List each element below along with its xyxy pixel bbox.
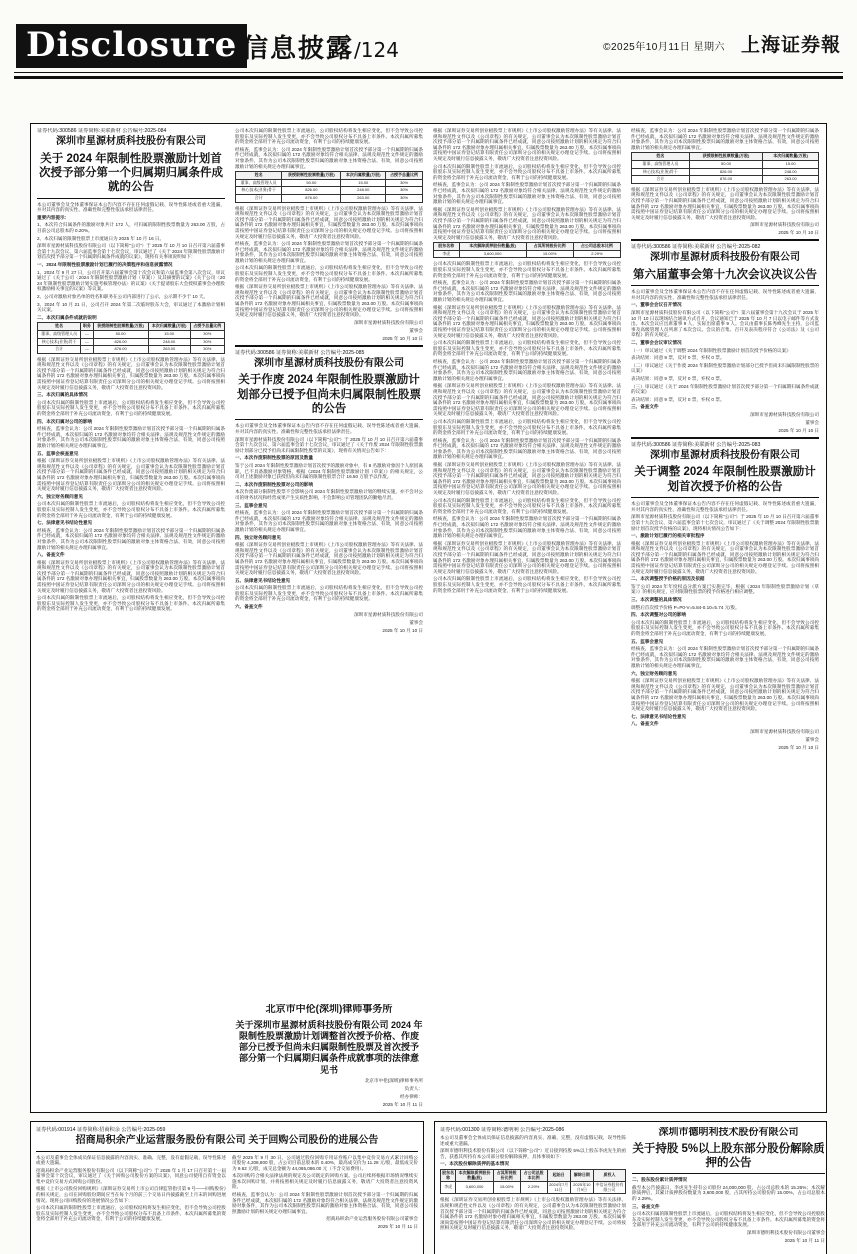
th-4: 起始日 [547, 1169, 570, 1181]
th-1: 职务 [81, 323, 93, 331]
body-4-5: （二）审议通过《关于作废 2024 年限制性股票激励计划部分已授予但尚未归属限制性股票的议案》 [631, 362, 819, 374]
filler-3q: 公司本次归属的限制性股票上市流通后，公司股权结构将发生相应变化，但不会导致公司控股股东及实际控制人发生变更，亦不会导致公司股权分布不具备上市条件。本次归属所募集的资金将全部用于补充公司流动资金，有利于公司的持续健康发展。 [433, 576, 621, 593]
filler-3n: 公司本次归属的限制性股票上市流通后，公司股权结构将发生相应变化，但不会导致公司控股股东及实际控制人发生变更，亦不会导致公司股权分布不具备上市条件。本次归属所募集的资金将全部用于补充公司流动资金，有利于公司的持续健康发展。 [433, 497, 621, 514]
column-7-2 [632, 1127, 825, 1254]
filler-2g: 经核查，监事会认为：公司 2024 年限制性股票激励计划首次授予部分第一个归属期的归属条件已经成就，本次拟归属的 172 名激励对象均符合相关法律、法规及规范性文件规定的激励对象条件，其作为公司本次限制性股票归属的激励对象主体资格合法、有效，同意公司按照激励计划的相关规定办理归属事宜。 [235, 510, 423, 532]
cell: 826.00 [689, 168, 763, 176]
body-6-0: 招商局积余产业运营服务股份有限公司（以下简称"公司"）于 2025 年 1 月 17 日召开第十一届董事会第十次会议，审议通过了《关于回购公司股份方案的议案》，同意公司使用自有资金以集中竞价交易方式回购公司股份。 [36, 1167, 226, 1184]
paper-name: 上海证券報 [740, 34, 841, 56]
signature-4-board: 董事会 [805, 419, 819, 425]
th-0: 股东名称 [441, 1169, 456, 1181]
filler-2c: 根据《深圳证券交易所创业板股票上市规则》《上市公司股权激励管理办法》等有关法律、法规和规范性文件以及《公司章程》的有关规定，公司董事会认为本次限制性股票激励计划首次授予部分第一个归属期的归属条件已经成就，同意公司按照激励计划的相关规定为符合归属条件的 172 名激励对象办理归属相关事宜，归属股票数量为 263.00 万股。本次归属事项尚需按照中国证券登记结算有限责任公司深圳分公司的相关规定办理登记手续。公司将按照相关规定及时履行信息披露义务，敬请广大投资者注意投资风险。 [235, 205, 423, 239]
body-5-7: 五、监事会意见 [631, 638, 664, 644]
section-1-6: 四、本次归属对公司的影响 [37, 418, 93, 424]
filler-3a: 根据《深圳证券交易所创业板股票上市规则》《上市公司股权激励管理办法》等有关法律、法规和规范性文件以及《公司章程》的有关规定，公司董事会认为本次限制性股票激励计划首次授予部分第一个归属期的归属条件已经成就，同意公司按照激励计划的相关规定为符合归属条件的 172 名激励对象办理归属相关事宜，归属股票数量为 263.00 万股。本次归属事项尚需按照中国证券登记结算有限责任公司深圳分公司的相关规定办理登记手续。公司将按照相关规定及时履行信息披露义务，敬请广大投资者注意投资风险。 [433, 128, 621, 161]
cell: 876.00 [93, 346, 148, 354]
pledge-table [440, 1169, 626, 1194]
body-5-4: 三、本次调整的具体情况 [631, 597, 682, 603]
table-row [632, 160, 819, 168]
body-5-1: 一、激励计划已履行的相关审批程序 [631, 533, 705, 539]
cell: 30% [190, 338, 224, 346]
filler-7b: 公司本次归属的限制性股票上市流通后，公司股权结构将发生相应变化，但不会导致公司控股股东及实际控制人发生变更，亦不会导致公司股权分布不具备上市条件。本次归属所募集的资金将全部用于补充公司流动资金，有利于公司的持续健康发展。 [632, 1211, 825, 1228]
table-row [38, 330, 225, 338]
body-4-0: 一、董事会会议召开情况 [631, 302, 682, 308]
body-5-2: 二、本次调整授予价格的原因及依据 [631, 576, 705, 582]
body-5-3: 鉴于公司 2024 年年度权益分派方案已实施完毕，根据《2024 年限制性股票激励计划（草案）》的相关规定，应对限制性股票的授予价格进行相应调整。 [631, 583, 819, 595]
law-firm-title: 关于深圳市星源材质科技股份有限公司 2024 年限制性股票激励计划调整首次授予价格、作废部分已授予但尚未归属限制性股票及首次授予部分第一个归属期归属条件成就事项的法律意见书 [235, 1019, 423, 1075]
body-2-1: 一、本次作废限制性股票的原因及数量 [235, 455, 314, 461]
cell: — [81, 330, 93, 338]
column-6-2 [232, 1155, 418, 1254]
body-4-6: 表决结果：同意 9 票，反对 0 票，弃权 0 票。 [631, 375, 725, 381]
security-code-7: 证券代码:001300 证券简称:德明利 公告编号:2025-086 [440, 1127, 565, 1133]
filler-3f: 经核查，监事会认为：公司 2024 年限制性股票激励计划首次授予部分第一个归属期的归属条件已经成就，本次拟归属的 172 名激励对象均符合相关法律、法规及规范性文件规定的激励对象条件，其作为公司本次限制性股票归属的激励对象主体资格合法、有效，同意公司按照激励计划的相关规定办理归属事宜。 [433, 280, 621, 303]
table-row [236, 187, 423, 195]
table-row [441, 1182, 626, 1194]
body-6-1: 根据《上市公司股份回购规则》《深圳证券交易所上市公司自律监管指引第 9 号——回购股份》的相关规定，公司在回购股份期间应当在每个月的前三个交易日内披露截至上月末的回购进展情况。现将公司回购股份的进展情况公告如下： [36, 1186, 226, 1203]
filler-2i: 公司本次归属的限制性股票上市流通后，公司股权结构将发生相应变化，但不会导致公司控股股东及实际控制人发生变更，亦不会导致公司股权分布不具备上市条件。本次归属所募集的资金将全部用于补充公司流动资金，有利于公司的持续健康发展。 [235, 585, 423, 602]
cell: 30% [190, 346, 224, 354]
filler-3g: 根据《深圳证券交易所创业板股票上市规则》《上市公司股权激励管理办法》等有关法律、法规和规范性文件以及《公司章程》的有关规定，公司董事会认为本次限制性股票激励计划首次授予部分第一个归属期的归属条件已经成就，同意公司按照激励计划的相关规定为符合归属条件的 172 名激励对象办理归属相关事宜，归属股票数量为 263.00 万股。本次归属事项尚需按照中国证券登记结算有限责任公司深圳分公司的相关规定办理登记手续。公司将按照相关规定及时履行信息披露义务，敬请广大投资者注意投资风险。 [433, 304, 621, 338]
table-row [236, 194, 423, 202]
table-row [38, 346, 225, 354]
section-1-9: 七、法律意见书结论性意见 [37, 520, 93, 526]
column-4 [631, 128, 819, 1108]
cell: 核心技术(业务)骨干 [632, 168, 690, 176]
article-box-zhaoshang [30, 1121, 424, 1254]
body-7-3: 截至本公告披露日，李虎先生持有公司股份 24,000,000 股，占公司总股本的 15.26%；本次解除质押后，其累计质押股份数量为 3,600,000 股，占其所持公司股份的 15.00%，占公司总股本的 2.29%。 [632, 1184, 825, 1202]
body-4-8: 表决结果：同意 9 票，反对 0 票，弃权 0 票。 [631, 396, 725, 402]
signature-x-date: 2025 年 10 月 10 日 [778, 230, 819, 236]
filler-2h: 根据《深圳证券交易所创业板股票上市规则》《上市公司股权激励管理办法》等有关法律、法规和规范性文件以及《公司章程》的有关规定，公司董事会认为本次限制性股票激励计划首次授予部分第一个归属期的归属条件已经成就，同意公司按照激励计划的相关规定为符合归属条件的 172 名激励对象办理归属相关事宜，归属股票数量为 263.00 万股。本次归属事项尚需按照中国证券登记结算有限责任公司深圳分公司的相关规定办理登记手续。公司将按照相关规定及时履行信息披露义务，敬请广大投资者注意投资风险。 [235, 542, 423, 576]
body-5-6: 四、本次调整对公司的影响 [631, 612, 687, 618]
cell: 2.29% [520, 1182, 547, 1194]
cell: — [81, 346, 93, 354]
filler-1e: 公司本次归属的限制性股票上市流通后，公司股权结构将发生相应变化，但不会导致公司控股股东及实际控制人发生变更，亦不会导致公司股权分布不具备上市条件。本次归属所募集的资金将全部用于补充公司流动资金，有利于公司的持续健康发展。 [37, 501, 225, 518]
cell: 248.00 [148, 338, 190, 346]
filler-3i: 经核查，监事会认为：公司 2024 年限制性股票激励计划首次授予部分第一个归属期的归属条件已经成就，本次拟归属的 172 名激励对象均符合相关法律、法规及规范性文件规定的激励对象条件，其作为公司本次限制性股票归属的激励对象主体资格合法、有效，同意公司按照激励计划的相关规定办理归属事宜。 [433, 358, 621, 381]
filler-3b: 公司本次归属的限制性股票上市流通后，公司股权结构将发生相应变化，但不会导致公司控股股东及实际控制人发生变更，亦不会导致公司股权分布不具备上市条件。本次归属所募集的资金将全部用于补充公司流动资金，有利于公司的持续健康发展。 [433, 163, 621, 180]
signature-1-company: 深圳市星源材质科技股份有限公司 [354, 319, 423, 325]
table-row [434, 250, 621, 258]
body-4-1: 深圳市星源材质科技股份有限公司（以下简称"公司"）第六届董事会第十九次会议于 2025 年 10 月 10 日以现场结合通讯方式召开，会议通知已于 2025 年 10 月 7 日以电子邮件等方式发出。本次会议应出席董事 9 人，实际出席董事 9 人。会议由董事长陈秀峰先生主持，公司监事及高级管理人员列席了本次会议。会议的召集、召开及表决程序符合《公司法》及《公司章程》的有关规定。 [631, 309, 819, 338]
signature-1-date: 2025 年 10 月 10 日 [382, 335, 423, 341]
body-5-9: 七、法律意见书结论性意见 [631, 713, 687, 719]
filler-1d: 根据《深圳证券交易所创业板股票上市规则》《上市公司股权激励管理办法》等有关法律、法规和规范性文件以及《公司章程》的有关规定，公司董事会认为本次限制性股票激励计划首次授予部分第一个归属期的归属条件已经成就，同意公司按照激励计划的相关规定为符合归属条件的 172 名激励对象办理归属相关事宜，归属股票数量为 263.00 万股。本次归属事项尚需按照中国证券登记结算有限责任公司深圳分公司的相关规定办理登记手续。公司将按照相关规定及时履行信息披露义务，敬请广大投资者注意投资风险。 [37, 458, 225, 492]
bullet-1-1: 1、本次符合归属条件的激励对象共计 172 人，可归属的限制性股票数量为 263.00 万股，占目前公司总股本的 0.20%。 [37, 222, 225, 233]
filler-5b: 公司本次归属的限制性股票上市流通后，公司股权结构将发生相应变化，但不会导致公司控股股东及实际控制人发生变更，亦不会导致公司股权分布不具备上市条件。本次归属所募集的资金将全部用于补充公司流动资金，有利于公司的持续健康发展。 [631, 619, 819, 636]
body-4-3: （一）审议通过《关于调整 2024 年限制性股票激励计划首次授予价格的议案》 [631, 347, 791, 353]
signature-6-company: 招商局积余产业运营服务股份有限公司董事会 [326, 1216, 418, 1222]
filler-3d: 根据《深圳证券交易所创业板股票上市规则》《上市公司股权激励管理办法》等有关法律、法规和规范性文件以及《公司章程》的有关规定，公司董事会认为本次限制性股票激励计划首次授予部分第一个归属期的归属条件已经成就，同意公司按照激励计划的相关规定为符合归属条件的 172 名激励对象办理归属相关事宜，归属股票数量为 263.00 万股。本次归属事项尚需按照中国证券登记结算有限责任公司深圳分公司的相关规定办理登记手续。公司将按照相关规定及时履行信息披露义务，敬请广大投资者注意投资风险。 [433, 206, 621, 240]
cell: 15.00% [526, 250, 573, 258]
cell: 15.00 [341, 179, 386, 187]
cell: 合计 [38, 346, 81, 354]
th-3: 占授予总量比例 [386, 172, 423, 180]
article-title-6: 关于回购公司股份的进展公告 [248, 1135, 379, 1146]
section-1-4: 二、本次归属条件成就的说明 [37, 314, 97, 320]
cell: 3,600,000 [456, 1182, 493, 1194]
body-5-8: 六、独立财务顾问意见 [631, 670, 677, 676]
cell: 263.00 [763, 176, 819, 184]
cell: 50.00 [282, 179, 341, 187]
body-5-10: 八、备查文件 [631, 721, 659, 727]
body-7-1: 一、本次股份解除质押的基本情况 [440, 1161, 509, 1167]
table-row [632, 168, 819, 176]
cell: 2025年10月9日 [570, 1182, 593, 1194]
filler-7a: 根据《深圳证券交易所创业板股票上市规则》《上市公司股权激励管理办法》等有关法律、法规和规范性文件以及《公司章程》的有关规定，公司董事会认为本次限制性股票激励计划首次授予部分第一个归属期的归属条件已经成就，同意公司按照激励计划的相关规定为符合归属条件的 172 名激励对象办理归属相关事宜，归属股票数量为 263.00 万股。本次归属事项尚需按照中国证券登记结算有限责任公司深圳分公司的相关规定办理登记手续。公司将按照相关规定及时履行信息披露义务，敬请广大投资者注意投资风险。 [440, 1197, 626, 1231]
bullet-1-0: 重要内容提示： [37, 214, 70, 220]
th-1: 本次解除质押股份数量(股) [456, 1169, 493, 1181]
body-6-3: 本次回购符合相关法律法规的规定及公司既定的回购方案。公司后续将根据市场情况继续实施本次回购计划，并将按照相关规定及时履行信息披露义务，敬请广大投资者注意投资风险。 [232, 1173, 418, 1190]
signature-4-date: 2025 年 10 月 10 日 [778, 427, 819, 433]
signature-2-company: 深圳市星源材质科技股份有限公司 [354, 611, 423, 617]
cell: 263.00 [341, 194, 386, 202]
page-title [242, 28, 399, 65]
notice-7: 本公司及董事会全体成员保证信息披露的内容真实、准确、完整，没有虚假记载、误导性陈述或重大遗漏。 [440, 1135, 626, 1146]
th-0: 姓名 [632, 153, 690, 161]
body-2-0: 深圳市星源材质科技股份有限公司（以下简称"公司"）于 2025 年 10 月 10 日召开第六届董事会第十九次会议、第六届监事会第十七次会议，审议通过了《关于作废 2024 年限制性股票激励计划部分已授予但尚未归属限制性股票的议案》，现将有关情况公告如下： [235, 436, 423, 453]
security-code-6: 证券代码:001914 证券简称:招商积余 公告编号:2025-059 [36, 1127, 166, 1133]
article-title-1: 关于 2024 年限制性股票激励计划首次授予部分第一个归属期归属条件成就的公告 [39, 152, 223, 194]
filler-4b: 根据《深圳证券交易所创业板股票上市规则》《上市公司股权激励管理办法》等有关法律、法规和规范性文件以及《公司章程》的有关规定，公司董事会认为本次限制性股票激励计划首次授予部分第一个归属期的归属条件已经成就，同意公司按照激励计划的相关规定为符合归属条件的 172 名激励对象办理归属相关事宜，归属股票数量为 263.00 万股。本次归属事项尚需按照中国证券登记结算有限责任公司深圳分公司的相关规定办理登记手续。公司将按照相关规定及时履行信息披露义务，敬请广大投资者注意投资风险。 [631, 186, 819, 220]
notice-2: 本公司董事会及全体董事保证本公告内容不存在任何虚假记载、误导性陈述或者重大遗漏，并对其内容的真实性、准确性和完整性依法承担法律责任。 [235, 423, 423, 435]
security-code-2: 证券代码:300586 证券简称:美联新材 公告编号:2025-085 [235, 349, 365, 356]
cell: 50.00 [93, 330, 148, 338]
column-7-1 [440, 1127, 626, 1254]
law-firm-opinion [235, 1004, 423, 1108]
filler-3o: 经核查，监事会认为：公司 2024 年限制性股票激励计划首次授予部分第一个归属期的归属条件已经成就，本次拟归属的 172 名激励对象均符合相关法律、法规及规范性文件规定的激励对象条件，其作为公司本次限制性股票归属的激励对象主体资格合法、有效，同意公司按照激励计划的相关规定办理归属事宜。 [433, 516, 621, 539]
issue-date: ©2025年10月11日 星期六 [603, 42, 725, 53]
cell: 15.00% [493, 1182, 520, 1194]
law-sign-0: 北京市中伦(深圳)律师事务所 [364, 1077, 423, 1083]
body-2-7: 五、法律意见书结论性意见 [235, 577, 291, 583]
signature-5-company: 深圳市星源材质科技股份有限公司 [750, 728, 819, 734]
section-1-2: 2、公司对激励对象名单的姓名和职务在公司内部进行了公示，公示期不少于 10 天。 [37, 293, 209, 299]
cell: 李虎 [434, 250, 460, 258]
company-name-1: 深圳市星源材质科技股份有限公司 [56, 136, 206, 147]
cell: 30% [386, 187, 423, 195]
filler-2d: 经核查，监事会认为：公司 2024 年限制性股票激励计划首次授予部分第一个归属期的归属条件已经成就，本次拟归属的 172 名激励对象均符合相关法律、法规及规范性文件规定的激励对象条件，其作为公司本次限制性股票归属的激励对象主体资格合法、有效，同意公司按照激励计划的相关规定办理归属事宜。 [235, 241, 423, 263]
column-3 [433, 128, 621, 1108]
signature-2-board: 董事会 [409, 619, 423, 625]
filler-1a: 根据《深圳证券交易所创业板股票上市规则》《上市公司股权激励管理办法》等有关法律、法规和规范性文件以及《公司章程》的有关规定，公司董事会认为本次限制性股票激励计划首次授予部分第一个归属期的归属条件已经成就，同意公司按照激励计划的相关规定为符合归属条件的 172 名激励对象办理归属相关事宜，归属股票数量为 263.00 万股。本次归属事项尚需按照中国证券登记结算有限责任公司深圳分公司的相关规定办理登记手续。公司将按照相关规定及时履行信息披露义务，敬请广大投资者注意投资风险。 [37, 356, 225, 390]
cell: 876.00 [282, 194, 341, 202]
body-2-3: 二、本次作废限制性股票对公司的影响 [235, 481, 314, 487]
masthead-logo: Disclosure [16, 24, 247, 68]
filler-3l: 经核查，监事会认为：公司 2024 年限制性股票激励计划首次授予部分第一个归属期的归属条件已经成就，本次拟归属的 172 名激励对象均符合相关法律、法规及规范性文件规定的激励对象条件，其作为公司本次限制性股票归属的激励对象主体资格合法、有效，同意公司按照激励计划的相关规定办理归属事宜。 [433, 437, 621, 460]
body-2-8: 六、备查文件 [235, 604, 263, 610]
section-1-3: 3、2024 年 10 月 21 日，公司召开 2024 年第二次临时股东大会，审议通过了本激励计划相关议案。 [37, 301, 225, 313]
filler-3h: 公司本次归属的限制性股票上市流通后，公司股权结构将发生相应变化，但不会导致公司控股股东及实际控制人发生变更，亦不会导致公司股权分布不具备上市条件。本次归属所募集的资金将全部用于补充公司流动资金，有利于公司的持续健康发展。 [433, 340, 621, 357]
body-2-2: 鉴于公司 2024 年限制性股票激励计划首次授予的激励对象中，有 8 名激励对象因个人原因离职，已不具备激励对象资格，根据《2024 年限制性股票激励计划（草案）》的相关规定，公司对上述激励对象已获授但尚未归属的限制性股票合计 16.50 万股予以作废。 [235, 463, 423, 480]
column-6-1 [36, 1155, 226, 1254]
law-sign-2: 经办律师： [400, 1093, 423, 1099]
th-2: 本次归属数量(万股) [763, 153, 819, 161]
filler-3k: 公司本次归属的限制性股票上市流通后，公司股权结构将发生相应变化，但不会导致公司控股股东及实际控制人发生变更，亦不会导致公司股权分布不具备上市条件。本次归属所募集的资金将全部用于补充公司流动资金，有利于公司的持续健康发展。 [433, 418, 621, 436]
section-1-8: 六、独立财务顾问意见 [37, 493, 83, 499]
table-row [38, 338, 225, 346]
filler-5c: 经核查，监事会认为：公司 2024 年限制性股票激励计划首次授予部分第一个归属期的归属条件已经成就，本次拟归属的 172 名激励对象均符合相关法律、法规及规范性文件规定的激励对象条件，其作为公司本次限制性股票归属的激励对象主体资格合法、有效，同意公司按照激励计划的相关规定办理归属事宜。 [631, 646, 819, 668]
company-name-7: 深圳市德明利技术股份有限公司 [658, 1127, 799, 1138]
signature-5-board: 董事会 [805, 736, 819, 742]
filler-6b: 经核查，监事会认为：公司 2024 年限制性股票激励计划首次授予部分第一个归属期的归属条件已经成就，本次拟归属的 172 名激励对象均符合相关法律、法规及规范性文件规定的激励对象条件，其作为公司本次限制性股票归属的激励对象主体资格合法、有效，同意公司按照激励计划的相关规定办理归属事宜。 [232, 1192, 418, 1214]
signature-7-date: 2025 年 10 月 11 日 [784, 1238, 825, 1243]
cell: 2024年7月11日 [547, 1182, 570, 1194]
title-6 [36, 1135, 418, 1148]
filler-3c: 经核查，监事会认为：公司 2024 年限制性股票激励计划首次授予部分第一个归属期的归属条件已经成就，本次拟归属的 172 名激励对象均符合相关法律、法规及规范性文件规定的激励对象条件，其作为公司本次限制性股票归属的激励对象主体资格合法、有效，同意公司按照激励计划的相关规定办理归属事宜。 [433, 182, 621, 205]
signature-2-date: 2025 年 10 月 10 日 [382, 627, 423, 633]
article-title-4: 第六届董事会第十九次会议决议公告 [633, 268, 817, 281]
cell: 2.29% [573, 250, 620, 258]
th-1: 获授限制性股票数量(万股) [689, 153, 763, 161]
page-title-cn: 信息披露 [242, 34, 355, 64]
cell: 15.00 [763, 160, 819, 168]
notice-1: 本公司董事会及全体董事保证本公告内容不存在任何虚假记载、误导性陈述或者重大遗漏，并对其内容的真实性、准确性和完整性依法承担法律责任。 [37, 201, 225, 213]
filler-3j: 根据《深圳证券交易所创业板股票上市规则》《上市公司股权激励管理办法》等有关法律、法规和规范性文件以及《公司章程》的有关规定，公司董事会认为本次限制性股票激励计划首次授予部分第一个归属期的归属条件已经成就，同意公司按照激励计划的相关规定为符合归属条件的 172 名激励对象办理归属相关事宜，归属股票数量为 263.00 万股。本次归属事项尚需按照中国证券登记结算有限责任公司深圳分公司的相关规定办理登记手续。公司将按照相关规定及时履行信息披露义务，敬请广大投资者注意投资风险。 [433, 383, 621, 417]
cell: 15.00 [148, 330, 190, 338]
law-sign-1: 负责人： [404, 1085, 423, 1091]
notice-4: 本公司董事会及全体董事保证本公告内容不存在任何虚假记载、误导性陈述或者重大遗漏，并对其内容的真实性、准确性和完整性依法承担法律责任。 [631, 289, 819, 300]
th-2: 占其所持股份比例 [526, 243, 573, 251]
filler-3e: 公司本次归属的限制性股票上市流通后，公司股权结构将发生相应变化，但不会导致公司控股股东及实际控制人发生变更，亦不会导致公司股权分布不具备上市条件。本次归属所募集的资金将全部用于补充公司流动资金，有利于公司的持续健康发展。 [433, 261, 621, 278]
body-5-5: 调整后首次授予价格 P=P0-V=5.84-0.10=5.74 元/股。 [631, 604, 740, 610]
cell: 核心技术(业务)骨干 [38, 338, 81, 346]
cell: 3,600,000 [459, 250, 526, 258]
cell: 50.00 [689, 160, 763, 168]
article-title-7: 关于持股 5%以上股东部分股份解除质押的公告 [632, 1142, 825, 1169]
law-sign-3: 2025 年 10 月 11 日 [382, 1101, 423, 1107]
cell: 248.00 [763, 168, 819, 176]
article-title-5: 关于调整 2024 年限制性股票激励计划首次授予价格的公告 [634, 466, 816, 493]
filler-3m: 根据《深圳证券交易所创业板股票上市规则》《上市公司股权激励管理办法》等有关法律、法规和规范性文件以及《公司章程》的有关规定，公司董事会认为本次限制性股票激励计划首次授予部分第一个归属期的归属条件已经成就，同意公司按照激励计划的相关规定为符合归属条件的 172 名激励对象办理归属相关事宜，归属股票数量为 263.00 万股。本次归属事项尚需按照中国证券登记结算有限责任公司深圳分公司的相关规定办理登记手续。公司将按照相关规定及时履行信息披露义务，敬请广大投资者注意投资风险。 [433, 462, 621, 496]
th-5: 解除日期 [570, 1169, 593, 1181]
filler-3p: 根据《深圳证券交易所创业板股票上市规则》《上市公司股权激励管理办法》等有关法律、法规和规范性文件以及《公司章程》的有关规定，公司董事会认为本次限制性股票激励计划首次授予部分第一个归属期的归属条件已经成就，同意公司按照激励计划的相关规定为符合归属条件的 172 名激励对象办理归属相关事宜，归属股票数量为 263.00 万股。本次归属事项尚需按照中国证券登记结算有限责任公司深圳分公司的相关规定办理登记手续。公司将按照相关规定及时履行信息披露义务，敬请广大投资者注意投资风险。 [433, 540, 621, 574]
grant-table-1 [37, 322, 225, 353]
th-3: 占公司总股本比例 [520, 1169, 547, 1181]
cell: 826.00 [93, 338, 148, 346]
detail-table-3 [433, 242, 621, 258]
company-name-4: 深圳市星源材质科技股份有限公司 [650, 252, 800, 264]
article-title-2: 关于作废 2024 年限制性股票激励计划部分已授予但尚未归属限制性股票的公告 [237, 374, 421, 416]
th-0: 姓名 [38, 323, 81, 331]
signature-6-date: 2025 年 10 月 11 日 [377, 1224, 418, 1230]
cell: 876.00 [689, 176, 763, 184]
body-2-6: 四、独立财务顾问意见 [235, 534, 281, 540]
cell: 263.00 [148, 346, 190, 354]
filler-6a: 公司本次归属的限制性股票上市流通后，公司股权结构将发生相应变化，但不会导致公司控股股东及实际控制人发生变更，亦不会导致公司股权分布不具备上市条件。本次归属所募集的资金将全部用于补充公司流动资金，有利于公司的持续健康发展。 [36, 1205, 226, 1222]
body-6-2: 截至 2025 年 9 月 30 日，公司通过股份回购专用证券账户以集中竞价交易方式累计回购公司股份 4,208,800 股，占公司目前总股本的 0.40%，最高成交价为 11.28 元/股，最低成交价为 9.62 元/股，成交总金额为 44,065,086.00 元（不含交易费用）。 [232, 1154, 418, 1171]
grant-table-2 [235, 171, 423, 202]
section-1-7: 五、监事会核查意见 [37, 450, 79, 456]
security-code-4: 证券代码:300586 证券简称:美联新材 公告编号:2025-082 [631, 244, 761, 251]
notice-6: 本公司及董事会全体成员保证信息披露的内容真实、准确、完整，没有虚假记载、误导性陈述或重大遗漏。 [36, 1154, 226, 1166]
body-7-4: 三、备查文件 [632, 1203, 660, 1209]
cell: 董事、高级管理人员 [38, 330, 81, 338]
th-3: 本次归属数量(万股) [148, 323, 190, 331]
section-1-0: 一、2024 年限制性股票激励计划已履行的决策程序和信息披露情况 [37, 261, 173, 267]
cell: 核心技术(业务)骨干 [236, 187, 282, 195]
filler-5a: 根据《深圳证券交易所创业板股票上市规则》《上市公司股权激励管理办法》等有关法律、法规和规范性文件以及《公司章程》的有关规定，公司董事会认为本次限制性股票激励计划首次授予部分第一个归属期的归属条件已经成就，同意公司按照激励计划的相关规定为符合归属条件的 172 名激励对象办理归属相关事宜，归属股票数量为 263.00 万股。本次归属事项尚需按照中国证券登记结算有限责任公司深圳分公司的相关规定办理登记手续。公司将按照相关规定及时履行信息披露义务，敬请广大投资者注意投资风险。 [631, 540, 819, 574]
cell: 董事、高级管理人员 [236, 179, 282, 187]
signature-4-company: 深圳市星源材质科技股份有限公司 [750, 411, 819, 417]
filler-1f: 经核查，监事会认为：公司 2024 年限制性股票激励计划首次授予部分第一个归属期的归属条件已经成就，本次拟归属的 172 名激励对象均符合相关法律、法规及规范性文件规定的激励对象条件，其作为公司本次限制性股票归属的激励对象主体资格合法、有效，同意公司按照激励计划的相关规定办理归属事宜。 [37, 527, 225, 550]
body-2-4: 本次作废部分限制性股票不会影响公司 2024 年限制性股票激励计划的继续实施，亦不会对公司的财务状况和经营成果产生实质性影响，不会影响公司管理团队的勤勉尽责。 [235, 489, 423, 500]
column-1 [37, 128, 225, 1108]
cell: 合计 [632, 176, 690, 184]
signature-x-company: 深圳市星源材质科技股份有限公司 [750, 222, 819, 228]
cell: 826.00 [282, 187, 341, 195]
th-1: 本次解除质押股份数量(股) [459, 243, 526, 251]
th-6: 质权人 [594, 1169, 626, 1181]
article-box-demingli [434, 1121, 827, 1254]
filler-1c: 经核查，监事会认为：公司 2024 年限制性股票激励计划首次授予部分第一个归属期的归属条件已经成就，本次拟归属的 172 名激励对象均符合相关法律、法规及规范性文件规定的激励对象条件，其作为公司本次限制性股票归属的激励对象主体资格合法、有效，同意公司按照激励计划的相关规定办理归属事宜。 [37, 426, 225, 448]
security-code-5: 证券代码:300586 证券简称:美联新材 公告编号:2025-083 [631, 441, 761, 448]
filler-5d: 根据《深圳证券交易所创业板股票上市规则》《上市公司股权激励管理办法》等有关法律、法规和规范性文件以及《公司章程》的有关规定，公司董事会认为本次限制性股票激励计划首次授予部分第一个归属期的归属条件已经成就，同意公司按照激励计划的相关规定为符合归属条件的 172 名激励对象办理归属相关事宜，归属股票数量为 263.00 万股。本次归属事项尚需按照中国证券登记结算有限责任公司深圳分公司的相关规定办理登记手续。公司将按照相关规定及时履行信息披露义务，敬请广大投资者注意投资风险。 [631, 678, 819, 712]
cell: 248.00 [341, 187, 386, 195]
company-name-5: 深圳市星源材质科技股份有限公司 [650, 449, 800, 461]
filler-2f: 根据《深圳证券交易所创业板股票上市规则》《上市公司股权激励管理办法》等有关法律、法规和规范性文件以及《公司章程》的有关规定，公司董事会认为本次限制性股票激励计划首次授予部分第一个归属期的归属条件已经成就，同意公司按照激励计划的相关规定为符合归属条件的 172 名激励对象办理归属相关事宜，归属股票数量为 263.00 万股。本次归属事项尚需按照中国证券登记结算有限责任公司深圳分公司的相关规定办理登记手续。公司将按照相关规定及时履行信息披露义务，敬请广大投资者注意投资风险。 [235, 284, 423, 318]
cell: 合计 [236, 194, 282, 202]
body-5-0: 深圳市星源材质科技股份有限公司（以下简称"公司"）于 2025 年 10 月 10 日召开第六届董事会第十九次会议、第六届监事会第十七次会议，审议通过了《关于调整 2024 年限制性股票激励计划首次授予价格的议案》，现将相关情况公告如下： [631, 514, 819, 531]
article-box-main [30, 123, 827, 1113]
cell: 中信证券股份有限公司 [594, 1182, 626, 1194]
company-name-6: 招商局积余产业运营服务股份有限公司 [75, 1135, 246, 1146]
th-2: 占其所持股份比例 [493, 1169, 520, 1181]
filler-2e: 公司本次归属的限制性股票上市流通后，公司股权结构将发生相应变化，但不会导致公司控股股东及实际控制人发生变更，亦不会导致公司股权分布不具备上市条件。本次归属所募集的资金将全部用于补充公司流动资金，有利于公司的持续健康发展。 [235, 265, 423, 282]
bullet-1-2: 2、本次归属的限制性股票上市流通日为 2025 年 10 月 16 日。 [37, 235, 165, 241]
filler-1g: 根据《深圳证券交易所创业板股票上市规则》《上市公司股权激励管理办法》等有关法律、法规和规范性文件以及《公司章程》的有关规定，公司董事会认为本次限制性股票激励计划首次授予部分第一个归属期的归属条件已经成就，同意公司按照激励计划的相关规定为符合归属条件的 172 名激励对象办理归属相关事宜，归属股票数量为 263.00 万股。本次归属事项尚需按照中国证券登记结算有限责任公司深圳分公司的相关规定办理登记手续。公司将按照相关规定及时履行信息披露义务，敬请广大投资者注意投资风险。 [37, 559, 225, 593]
cell: — [81, 338, 93, 346]
table-row [236, 179, 423, 187]
body-4-9: 三、备查文件 [631, 404, 659, 410]
filler-2a: 公司本次归属的限制性股票上市流通后，公司股权结构将发生相应变化，但不会导致公司控股股东及实际控制人发生变更，亦不会导致公司股权分布不具备上市条件。本次归属所募集的资金将全部用于补充公司流动资金，有利于公司的持续健康发展。 [235, 128, 423, 145]
column-2 [235, 128, 423, 1108]
cell: 董事、高级管理人员 [632, 160, 690, 168]
notice-5: 本公司董事会及全体董事保证本公告内容不存在任何虚假记载、误导性陈述或者重大遗漏，并对其内容的真实性、准确性和完整性依法承担法律责任。 [631, 501, 819, 512]
th-1: 获授限制性股票数量(万股) [282, 172, 341, 180]
body-4-4: 表决结果：同意 9 票，反对 0 票，弃权 0 票。 [631, 355, 725, 361]
th-0: 股东名称 [434, 243, 460, 251]
filler-2b: 经核查，监事会认为：公司 2024 年限制性股票激励计划首次授予部分第一个归属期的归属条件已经成就，本次拟归属的 172 名激励对象均符合相关法律、法规及规范性文件规定的激励对象条件，其作为公司本次限制性股票归属的激励对象主体资格合法、有效，同意公司按照激励计划的相关规定办理归属事宜。 [235, 146, 423, 169]
company-name-2: 深圳市星源材质科技股份有限公司 [254, 357, 404, 369]
signature-5-date: 2025 年 10 月 10 日 [778, 744, 819, 750]
section-1-1: 1、2024 年 9 月 27 日，公司召开第六届董事会第十次会议和第六届监事会第八次会议，审议通过了《关于公司〈2024 年限制性股票激励计划（草案）〉及其摘要的议案》《关于公司〈2024 年限制性股票激励计划实施考核管理办法〉的议案》《关于提请股东大会授权董事会办理股权激励相关事宜的议案》等议案。 [37, 269, 225, 292]
cell: 李虎 [441, 1182, 456, 1194]
body-2-5: 三、监事会意见 [235, 502, 268, 508]
th-0: 姓名 [236, 172, 282, 180]
masthead [14, 18, 843, 79]
cell: 30% [386, 179, 423, 187]
security-code-1: 证券代码:300586 证券简称:美联新材 公告编号:2025-084 [37, 128, 167, 134]
bullet-1-3: 深圳市星源材质科技股份有限公司（以下简称"公司"）于 2025 年 10 月 10 日召开第六届董事会第十九次会议、第六届监事会第十七次会议，审议通过了《关于 2024 年限制性股票激励计划首次授予部分第一个归属期归属条件成就的议案》，现将有关事项说明如下： [37, 243, 225, 260]
th-3: 占公司总股本比例 [573, 243, 620, 251]
signature-1-board: 董事会 [409, 327, 423, 333]
page-number: /124 [354, 38, 399, 62]
body-4-2: 二、董事会会议审议情况 [631, 339, 682, 345]
filler-4a: 经核查，监事会认为：公司 2024 年限制性股票激励计划首次授予部分第一个归属期的归属条件已经成就，本次拟归属的 172 名激励对象均符合相关法律、法规及规范性文件规定的激励对象条件，其作为公司本次限制性股票归属的激励对象主体资格合法、有效，同意公司按照激励计划的相关规定办理归属事宜。 [631, 128, 819, 150]
signature-7-company: 深圳市德明利技术股份有限公司董事会 [746, 1230, 825, 1235]
table-row [632, 176, 819, 184]
cell: 30% [386, 194, 423, 202]
cell: 30% [190, 330, 224, 338]
th-4: 占授予总量比例 [190, 323, 224, 331]
body-7-0: 深圳市德明利技术股份有限公司（以下简称"公司"）近日接到持股 5%以上股东李虎先生的函告，获悉其所持有本公司部分股份解除质押，具体事项如下： [440, 1148, 626, 1159]
section-1-5: 三、本次归属的具体情况 [37, 392, 88, 398]
th-2: 获授限制性股票数量(万股) [93, 323, 148, 331]
law-firm-name: 北京市中伦(深圳)律师事务所 [265, 1004, 393, 1015]
filler-1h: 公司本次归属的限制性股票上市流通后，公司股权结构将发生相应变化，但不会导致公司控股股东及实际控制人发生变更，亦不会导致公司股权分布不具备上市条件。本次归属所募集的资金将全部用于补充公司流动资金，有利于公司的持续健康发展。 [37, 595, 225, 612]
price-table-4 [631, 152, 819, 183]
th-2: 本次归属数量(万股) [341, 172, 386, 180]
body-7-2: 二、股东股份累计质押情况 [632, 1177, 688, 1183]
body-4-7: （三）审议通过《关于 2024 年限制性股票激励计划首次授予部分第一个归属期归属条件成就的议案》 [631, 383, 819, 395]
filler-1b: 公司本次归属的限制性股票上市流通后，公司股权结构将发生相应变化，但不会导致公司控股股东及实际控制人发生变更，亦不会导致公司股权分布不具备上市条件。本次归属所募集的资金将全部用于补充公司流动资金，有利于公司的持续健康发展。 [37, 399, 225, 417]
section-1-10: 八、备查文件 [37, 552, 65, 558]
